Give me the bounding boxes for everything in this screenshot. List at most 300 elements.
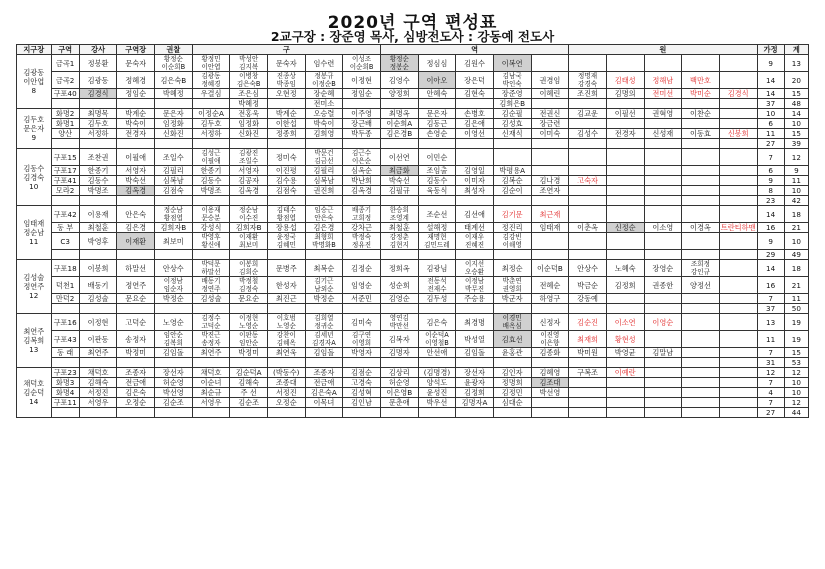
member-cell: 고경숙 (343, 378, 381, 388)
region-leader-line: 12 (29, 291, 39, 300)
member-cell: 박평용A (493, 166, 531, 176)
count-cell: 14 (757, 260, 784, 277)
count-cell: 31 (757, 358, 784, 368)
member-cell: 김구연 이영희 (343, 331, 381, 348)
region-leader-line: 13 (29, 345, 39, 354)
member-cell (682, 331, 720, 348)
member-cell (719, 408, 757, 418)
subtotal-row (17, 250, 809, 260)
member-cell (155, 139, 193, 149)
count-cell: 19 (784, 331, 808, 348)
district-cell: 모라2 (51, 186, 79, 196)
region-leader-cell (17, 260, 52, 314)
member-cell (531, 233, 569, 250)
header-row (17, 45, 809, 55)
member-cell: 손병호 (456, 109, 494, 119)
count-cell: 10 (784, 119, 808, 129)
member-cell: 백만호 (682, 72, 720, 89)
member-cell (606, 176, 644, 186)
member-cell: 강찬이 김혜옥 (267, 331, 305, 348)
member-cell (569, 304, 607, 314)
member-cell: 조연자 (531, 186, 569, 196)
member-cell: 이판동 (79, 331, 117, 348)
member-cell: 문병주 (267, 260, 305, 277)
member-cell: 문숙자 (267, 55, 305, 72)
region-leader-cell (17, 314, 52, 368)
region-leader-line: 김광동 (23, 68, 45, 77)
district-cell (51, 99, 79, 109)
district-cell: 구포17 (51, 166, 79, 176)
member-cell: 김점숙 (155, 186, 193, 196)
member-cell: 정임순 (117, 89, 155, 99)
member-cell: 박명조 (79, 186, 117, 196)
member-cell (644, 119, 682, 129)
member-cell: 김동수 (192, 176, 230, 186)
member-cell: 문숙자 (117, 55, 155, 72)
member-cell (682, 196, 720, 206)
member-cell (192, 358, 230, 368)
district-cell: 만덕2 (51, 294, 79, 304)
member-cell: 주승용 (456, 294, 494, 304)
member-cell (305, 250, 343, 260)
member-cell: 김해숙 (230, 378, 268, 388)
member-cell (456, 408, 494, 418)
region-leader-line: 11 (29, 237, 39, 246)
member-cell: 김임돌 (155, 348, 193, 358)
member-cell: 한성자 (267, 277, 305, 294)
member-cell: 박성열 (456, 331, 494, 348)
member-cell (531, 166, 569, 176)
member-cell (380, 196, 418, 206)
member-cell: 김해숙 (79, 378, 117, 388)
member-cell: 김성혁 (343, 388, 381, 398)
member-cell: 장준영 (493, 89, 531, 99)
member-cell: 이판동 임안순 (230, 331, 268, 348)
count-cell: 21 (784, 277, 808, 294)
member-cell: 이호범 노영순 (267, 314, 305, 331)
member-cell (380, 304, 418, 314)
member-cell: 김영순 (380, 294, 418, 304)
count-cell: 11 (757, 331, 784, 348)
member-cell (117, 408, 155, 418)
district-cell: 구포11 (51, 398, 79, 408)
member-cell: 김순조 (155, 398, 193, 408)
member-cell: 이혜린 (531, 89, 569, 99)
member-cell: 장용섭 (267, 223, 305, 233)
member-cell: 박숙선 (117, 176, 155, 186)
member-cell (267, 358, 305, 368)
member-cell: 김순필 (493, 109, 531, 119)
member-cell: 이춘옥 (569, 223, 607, 233)
member-cell: 문춘애 (380, 398, 418, 408)
member-cell: 서영우 (79, 398, 117, 408)
member-cell: 김정순 (343, 260, 381, 277)
member-cell: 김은숙 (117, 388, 155, 398)
member-cell: 강정춘 김현지 (380, 233, 418, 250)
member-cell: 노영순 (155, 314, 193, 331)
member-cell: 오현정 (267, 89, 305, 99)
member-cell (117, 250, 155, 260)
member-cell (606, 233, 644, 250)
count-cell: 10 (784, 186, 808, 196)
member-cell: 송정자 (117, 331, 155, 348)
member-cell: 양정희 (380, 89, 418, 99)
member-cell (493, 408, 531, 418)
member-cell: 김경식 (719, 89, 757, 99)
member-cell: 정혜경 (117, 72, 155, 89)
member-cell: 이정현 (79, 314, 117, 331)
member-cell (456, 196, 494, 206)
member-cell: 이동효 (682, 129, 720, 139)
count-cell: 14 (757, 206, 784, 223)
member-cell: 최정순 (493, 260, 531, 277)
member-cell: 장근배 (343, 119, 381, 129)
member-cell: 박진근 송정자 (192, 331, 230, 348)
member-cell: 김나경 (531, 176, 569, 186)
district-cell: 구포23 (51, 368, 79, 378)
count-cell: 8 (757, 186, 784, 196)
member-cell: 최명목 (79, 109, 117, 119)
table-row (17, 378, 809, 388)
member-cell: 이순녀 (192, 378, 230, 388)
district-cell (51, 196, 79, 206)
member-cell (644, 368, 682, 378)
member-cell: 박정미 (117, 348, 155, 358)
member-cell (682, 294, 720, 304)
member-cell (230, 408, 268, 418)
member-cell (644, 99, 682, 109)
member-cell: 성순희 (380, 277, 418, 294)
region-leader-line: 10 (29, 181, 39, 191)
member-cell: 김정민 (493, 388, 531, 398)
count-cell: 7 (757, 398, 784, 408)
member-cell (719, 55, 757, 72)
member-cell: 박군자 (493, 294, 531, 304)
member-cell: 김명자A (456, 398, 494, 408)
member-cell: 김동근 (418, 119, 456, 129)
member-cell: 김필규 (380, 186, 418, 196)
member-cell (719, 378, 757, 388)
member-cell (418, 358, 456, 368)
member-cell: 최연주 (192, 348, 230, 358)
member-cell (606, 250, 644, 260)
member-cell: 이아오 (418, 72, 456, 89)
member-cell: 임태재 (531, 223, 569, 233)
table-row (17, 166, 809, 176)
count-cell: 29 (757, 250, 784, 260)
member-cell: 서정진 (79, 388, 117, 398)
region-leader-line: 최연주 (23, 327, 45, 336)
member-cell: 박영자 (343, 348, 381, 358)
member-cell: 서영우 (192, 398, 230, 408)
member-cell: 조종자 (305, 368, 343, 378)
member-cell (155, 304, 193, 314)
member-cell: 김희은B (493, 99, 531, 109)
member-cell (682, 348, 720, 358)
member-cell: 이순희A (380, 119, 418, 129)
member-cell: 정봉환 (79, 55, 117, 72)
member-cell (380, 99, 418, 109)
member-cell: 조순선 (418, 206, 456, 223)
member-cell: 박영균 (606, 348, 644, 358)
region-leader-line: 김두호 (23, 115, 45, 124)
member-cell: 김광진 조일수 (230, 149, 268, 166)
member-cell (719, 166, 757, 176)
member-cell: 이용재 (79, 206, 117, 223)
member-cell (230, 358, 268, 368)
member-cell: 김필리 (155, 166, 193, 176)
member-cell: 김동수 (418, 176, 456, 186)
member-cell (682, 233, 720, 250)
region-leader-line: 14 (29, 397, 39, 406)
table-row (17, 294, 809, 304)
member-cell (682, 186, 720, 196)
member-cell (230, 139, 268, 149)
member-cell: 이민순 (418, 149, 456, 166)
member-cell (569, 358, 607, 368)
member-cell (606, 55, 644, 72)
member-cell (79, 250, 117, 260)
member-cell (117, 196, 155, 206)
member-cell: 정순남 이수진 (230, 206, 268, 223)
table-row (17, 55, 809, 72)
member-cell: 최철훈 (380, 223, 418, 233)
member-cell: 이소영 (644, 223, 682, 233)
member-cell: 심대순 (493, 398, 531, 408)
member-cell (531, 408, 569, 418)
member-cell (606, 388, 644, 398)
member-cell (719, 119, 757, 129)
member-cell (456, 358, 494, 368)
member-cell (343, 99, 381, 109)
table-row (17, 72, 809, 89)
region-leader-line: 정순남 (23, 228, 45, 237)
member-cell (569, 388, 607, 398)
count-cell: 12 (784, 149, 808, 166)
district-cell: 화명4 (51, 388, 79, 398)
roster-body (17, 55, 809, 418)
member-cell: 최근재 (531, 206, 569, 223)
member-cell: 박명조 (192, 186, 230, 196)
member-cell: 박영후 황신애 (192, 233, 230, 250)
subtotal-row (17, 304, 809, 314)
member-cell: 이예란 (606, 368, 644, 378)
member-cell (569, 196, 607, 206)
count-cell: 14 (784, 109, 808, 119)
member-cell (343, 304, 381, 314)
member-cell: 최성자 (456, 186, 494, 196)
member-cell: 황정순 정봉순 (380, 55, 418, 72)
count-cell: 15 (784, 89, 808, 99)
member-cell: 이복연 (493, 55, 531, 72)
member-cell (606, 304, 644, 314)
table-row (17, 89, 809, 99)
member-cell: 박숙이 (305, 119, 343, 129)
table-row (17, 109, 809, 119)
member-cell (644, 166, 682, 176)
count-cell: 20 (784, 72, 808, 89)
count-cell: 12 (784, 398, 808, 408)
member-cell (719, 72, 757, 89)
member-cell: 박혜정 (155, 89, 193, 99)
count-cell: 44 (784, 408, 808, 418)
region-leader-line: 김성술 (23, 273, 45, 282)
count-cell: 13 (757, 314, 784, 331)
member-cell: 구복조 (569, 368, 607, 378)
member-cell (343, 139, 381, 149)
member-cell: 박문건 김금선 (305, 149, 343, 166)
member-cell: 이봉희 (79, 260, 117, 277)
count-cell: 16 (757, 277, 784, 294)
member-cell: 주 선 (230, 388, 268, 398)
member-cell: 임영순 (343, 277, 381, 294)
member-cell: 권진희 (305, 186, 343, 196)
member-cell: 박계순 (267, 109, 305, 119)
member-cell: 김기문 (493, 206, 531, 223)
member-cell (155, 196, 193, 206)
member-cell (644, 233, 682, 250)
region-leader-line: 이안엽 (23, 77, 45, 86)
member-cell: 박정순 (305, 294, 343, 304)
member-cell: 서영자 (117, 166, 155, 176)
member-cell (569, 149, 607, 166)
member-cell (305, 196, 343, 206)
district-cell: 화명1 (51, 119, 79, 129)
member-cell: 장영순 (644, 260, 682, 277)
member-cell: 김효선 (493, 331, 531, 348)
member-cell (267, 304, 305, 314)
member-cell: 김영일 (456, 166, 494, 176)
table-row (17, 260, 809, 277)
member-cell: 이한섭 (267, 119, 305, 129)
table-row (17, 348, 809, 358)
member-cell: 고숙자 (569, 176, 607, 186)
count-cell: 27 (757, 408, 784, 418)
region-leader-cell (17, 206, 52, 260)
member-cell: 진종상 박종임 (267, 72, 305, 89)
member-cell (569, 233, 607, 250)
member-cell (418, 408, 456, 418)
member-cell: 채덕호 (192, 368, 230, 378)
member-cell (606, 206, 644, 223)
member-cell: 임수련 (305, 55, 343, 72)
member-cell (79, 358, 117, 368)
member-cell: 김은숙B (155, 72, 193, 89)
district-cell: 금곡1 (51, 55, 79, 72)
member-cell: 박춘연 권영희 (493, 277, 531, 294)
member-cell: 정명재 강경숙 (569, 72, 607, 89)
member-cell (230, 304, 268, 314)
member-cell: 김선애 (456, 206, 494, 223)
member-cell: 강차근 (343, 223, 381, 233)
district-cell: 동 부 (51, 223, 79, 233)
member-cell (267, 250, 305, 260)
member-cell (192, 99, 230, 109)
member-cell (606, 166, 644, 176)
member-cell (569, 99, 607, 109)
member-cell: 김점숙 (267, 186, 305, 196)
count-cell: 50 (784, 304, 808, 314)
member-cell: 장선자 (456, 368, 494, 378)
count-cell: 53 (784, 358, 808, 368)
member-cell: 정명희 (493, 378, 531, 388)
member-cell: 이진평 (267, 166, 305, 176)
header-deacon: 권찰 (155, 45, 193, 55)
member-cell: 김희자B (230, 223, 268, 233)
member-cell: 최진근 (267, 294, 305, 304)
member-cell: 이경민 배옥심 (493, 314, 531, 331)
member-cell (719, 304, 757, 314)
member-cell: 황정순 이순희B (155, 55, 193, 72)
table-row (17, 398, 809, 408)
member-cell: 조일수 (155, 149, 193, 166)
member-cell (305, 304, 343, 314)
member-cell (719, 176, 757, 186)
member-cell: 정종희 (267, 129, 305, 139)
member-cell (606, 99, 644, 109)
count-cell: 7 (757, 378, 784, 388)
member-cell: 임안순 김복희 (155, 331, 193, 348)
member-cell (644, 139, 682, 149)
member-cell (719, 368, 757, 378)
member-cell: 조희정 강인규 (682, 260, 720, 277)
member-cell (719, 260, 757, 277)
header-members-1: 구 (192, 45, 380, 55)
subtotal-row (17, 358, 809, 368)
count-cell: 13 (784, 55, 808, 72)
member-cell: 김인자 (493, 368, 531, 378)
count-cell: 27 (757, 139, 784, 149)
member-cell: 조종대 (267, 378, 305, 388)
member-cell (305, 408, 343, 418)
member-cell: 김동수 (79, 176, 117, 186)
member-cell: 김조대 (531, 378, 569, 388)
member-cell: 정희옥 (380, 260, 418, 277)
member-cell (418, 304, 456, 314)
member-cell: 박정순 (155, 294, 193, 304)
member-cell (644, 149, 682, 166)
member-cell: 전동석 전재수 (418, 277, 456, 294)
member-cell (418, 250, 456, 260)
member-cell: 신봉희 (719, 129, 757, 139)
member-cell: 김광님 (418, 260, 456, 277)
district-cell: 구포18 (51, 260, 79, 277)
member-cell: 정미숙 (267, 149, 305, 166)
region-leader-cell (17, 55, 52, 109)
member-cell: 하영구 (531, 294, 569, 304)
member-cell (644, 358, 682, 368)
member-cell (79, 408, 117, 418)
table-row (17, 233, 809, 250)
member-cell: 김교운 (569, 109, 607, 119)
member-cell: 장선자 (155, 368, 193, 378)
member-cell: 김성술 (79, 294, 117, 304)
member-cell (493, 139, 531, 149)
member-cell: 김성술 (192, 294, 230, 304)
member-cell: 전권신 (531, 109, 569, 119)
member-cell (606, 186, 644, 196)
member-cell: (김명경) (418, 368, 456, 378)
count-cell: 11 (784, 294, 808, 304)
member-cell (531, 99, 569, 109)
member-cell: 허순영 (155, 378, 193, 388)
member-cell: 박정철 김정숙 (230, 277, 268, 294)
member-cell (569, 186, 607, 196)
member-cell (569, 55, 607, 72)
member-cell: 트란티하맨 (720, 223, 756, 232)
member-cell (569, 119, 607, 129)
member-cell (682, 398, 720, 408)
